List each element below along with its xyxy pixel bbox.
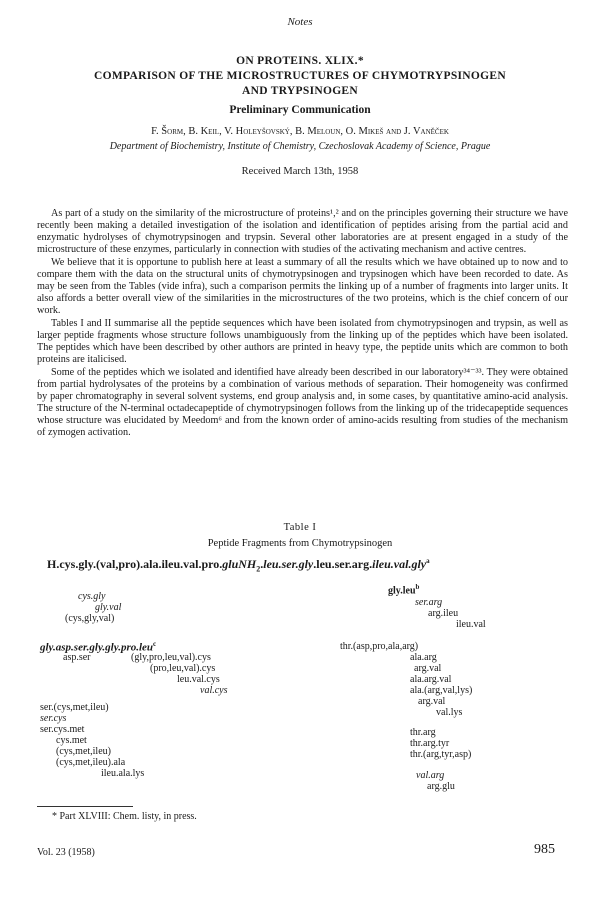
fragment-left-7: (pro,leu,val).cys xyxy=(150,663,216,674)
fragment-right-12: thr.arg.tyr xyxy=(410,738,450,749)
seq-part-g: ileu.val.gly xyxy=(372,557,427,571)
fragment-right-14: val.arg xyxy=(416,770,445,781)
fragment-right-3: ileu.val xyxy=(456,619,486,630)
seq-part-d: . xyxy=(260,557,264,571)
fragment-left-15: (cys,met,ileu).ala xyxy=(56,757,126,768)
fragment-right-4: thr.(asp,pro,ala,arg) xyxy=(340,641,419,652)
footnote-rule xyxy=(37,806,133,807)
fragment-right-10: val.lys xyxy=(436,707,463,718)
body-text xyxy=(37,208,568,439)
fragment-right-7: ala.arg.val xyxy=(410,674,452,685)
fragment-left-12: ser.cys.met xyxy=(40,724,85,735)
fragment-right-9: arg.val xyxy=(418,696,446,707)
fragment-right-6: arg.val xyxy=(414,663,442,674)
affiliation: Department of Biochemistry, Institute of Chemistry, Czechoslovak Academy of Science, Prague xyxy=(109,141,491,152)
volume-info: Vol. 23 (1958) xyxy=(37,847,95,858)
subtitle: Preliminary Communication xyxy=(229,104,371,116)
fragment-right-15: arg.glu xyxy=(427,781,455,792)
seq-part-b: gluNH xyxy=(222,557,257,571)
seq-part-c: 2 xyxy=(256,564,261,574)
fragment-left-4: gly.asp.ser.gly.gly.pro.leu$^c$ xyxy=(40,640,157,654)
fragment-left-5: asp.ser xyxy=(63,652,91,663)
title-line-2: COMPARISON OF THE MICROSTRUCTURES OF CHYMOTRYPSINOGEN xyxy=(94,70,506,82)
fragment-left-2: gly.val xyxy=(95,602,122,613)
fragment-right-2: arg.ileu xyxy=(428,608,459,619)
authors: F. Šorm, B. Keil, V. Holeyšovský, B. Meloun, O. Mikeš and J. Vaněček xyxy=(151,126,449,137)
fragment-left-14: (cys,met,ileu) xyxy=(56,746,111,757)
seq-sup-a: a xyxy=(426,557,430,565)
fragment-right-11: thr.arg xyxy=(410,727,436,738)
paragraph-1: As part of a study on the similarity of the microstructure of proteins¹,² and on the principles governing their structure we have recently been making a detailed investigation of the isolation and identification of peptides arising from the partial acid and enzymatic hydrolyses of chymotrypsinogen and trypsin. Several other laboratories are at present engaged in a study of the microstructure of these enzymes, particularly in connection with studies of the activating mechanism and active centres. xyxy=(37,208,568,255)
title-line-1: ON PROTEINS. XLIX.* xyxy=(236,55,364,67)
paragraph-2: We believe that it is opportune to publish here at least a summary of all the results which we have obtained up to now and to compare them with the data on the structural units of chymotrypsinogen and trypsinogen which have been recorded to date. As may be seen from the Tables (vide infra), such a comparison permits the linking up of a number of fragments into larger units. It also affords a better overall view of the similarities in the microstructures of the two proteins, which is the chief concern of our work. xyxy=(37,257,568,316)
fragment-right-13: thr.(arg,tyr,asp) xyxy=(410,749,472,760)
fragment-left-1: cys.gly xyxy=(78,591,106,602)
fragment-left-11: ser.cys xyxy=(40,713,67,724)
fragment-left-6: (gly,pro,leu,val).cys xyxy=(131,652,211,663)
table-caption: Peptide Fragments from Chymotrypsinogen xyxy=(207,538,393,549)
fragment-left-13: cys.met xyxy=(56,735,87,746)
running-head: Notes xyxy=(287,16,313,28)
fragment-left-16: ileu.ala.lys xyxy=(101,768,145,779)
footnote: * Part XLVIII: Chem. listy, in press. xyxy=(52,811,197,822)
title-line-3: AND TRYPSINOGEN xyxy=(241,85,359,97)
fragment-right-1: ser.arg xyxy=(415,597,443,608)
fragment-right-5: ala.arg xyxy=(410,652,437,663)
seq-part-e: leu.ser.gly xyxy=(263,557,314,571)
fragment-gly-leu: gly.leu$^b$ xyxy=(388,583,420,597)
seq-part-a: H.cys.gly.(val,pro).ala.ileu.val.pro. xyxy=(47,557,223,571)
fragment-left-3: (cys,gly,val) xyxy=(65,613,115,624)
received-date: Received March 13th, 1958 xyxy=(241,166,359,177)
seq-part-f: .leu.ser.arg. xyxy=(313,557,373,571)
fragment-left-10: ser.(cys,met,ileu) xyxy=(40,702,109,713)
fragment-left-8: leu.val.cys xyxy=(177,674,220,685)
fragment-right-8: ala.(arg,val,lys) xyxy=(410,685,473,696)
table-title: Table I xyxy=(283,522,317,533)
fragment-left-9: val.cys xyxy=(200,685,228,696)
main-sequence xyxy=(47,557,430,573)
paragraph-4: Some of the peptides which we isolated and identified have already been described in our laboratory³⁴⁻³³. They were obtained from partial hydrolysates of the proteins by a combination of various methods of separation. Their homogeneity was confirmed by paper chromatography in several solvent systems, end group analysis and, in some cases, by quantitative amino-acid analysis. The structure of the N-terminal octadecapeptide of chymotrypsinogen follows from the linking up of the tridecapeptide sequences whose structure was elucidated by Meedom⁶ and from the known order of amino-acids resulting from studies of the mechanism of zymogen activation. xyxy=(37,367,568,438)
paragraph-3: Tables I and II summarise all the peptide sequences which have been isolated from chymotrypsinogen and trypsin, as well as larger peptide fragments whose structure follows unambiguously from the linking up of the peptides which have been isolated. The peptides which have been described by other authors are printed in heavy type, the peptide units which are common to both proteins are italicised. xyxy=(37,318,568,365)
page-number: 985 xyxy=(534,842,555,857)
